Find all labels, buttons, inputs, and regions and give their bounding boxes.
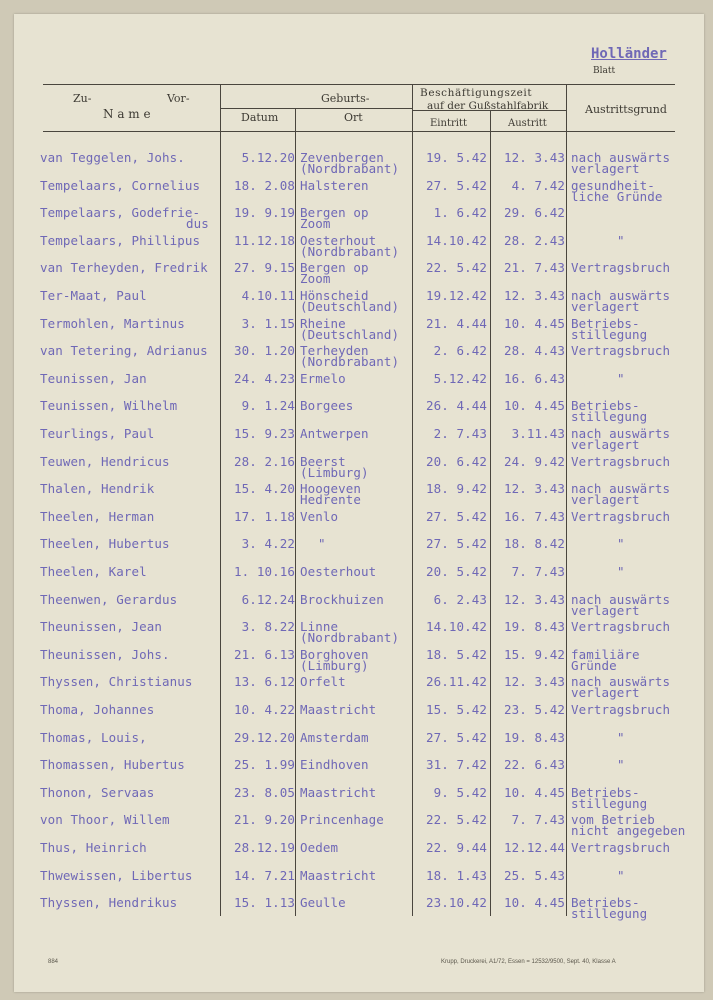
table-cell-grund: " bbox=[617, 232, 625, 248]
table-header-rule bbox=[43, 131, 675, 132]
table-cell-ort-cont: Zoom bbox=[300, 216, 331, 232]
table-cell-eintritt: 2. 7.43 bbox=[433, 426, 487, 441]
table-cell-ort-cont: (Nordbrabant) bbox=[300, 243, 400, 259]
table-cell-eintritt: 21. 4.44 bbox=[425, 315, 487, 331]
table-cell-eintritt: 31. 7.42 bbox=[425, 757, 487, 773]
table-cell-austritt: 28. 2.43 bbox=[503, 232, 565, 248]
table-cell-grund: Vertragsbruch bbox=[571, 840, 671, 855]
table-cell-name: Teunissen, Jan bbox=[40, 370, 147, 386]
col-divider-datum bbox=[295, 108, 296, 916]
table-cell-ort: Maastricht bbox=[300, 784, 377, 800]
table-cell-austritt: 28. 4.43 bbox=[503, 343, 565, 359]
table-cell-austritt: 19. 8.43 bbox=[503, 729, 565, 745]
table-cell-grund: " bbox=[617, 564, 625, 579]
table-cell-grund: Betriebs- bbox=[571, 895, 640, 911]
table-cell-ort-cont: (Nordbrabant) bbox=[300, 630, 400, 646]
table-cell-ort: Bergen op bbox=[300, 205, 369, 221]
table-cell-datum: 3. 8.22 bbox=[241, 619, 295, 635]
table-cell-name: Thomassen, Hubertus bbox=[40, 757, 185, 773]
table-cell-grund: nach auswärts bbox=[571, 426, 671, 441]
table-cell-datum: 6.12.24 bbox=[241, 591, 295, 607]
table-cell-grund: Vertragsbruch bbox=[571, 508, 671, 524]
table-cell-name: Theunissen, Jean bbox=[40, 619, 163, 635]
table-cell-grund: nach auswärts bbox=[571, 150, 671, 165]
table-cell-ort: Borghoven bbox=[300, 646, 369, 662]
table-cell-eintritt: 27. 5.42 bbox=[425, 508, 487, 524]
table-cell-ort: Orfelt bbox=[300, 674, 346, 690]
table-cell-eintritt: 18. 1.43 bbox=[425, 867, 487, 883]
table-cell-datum: 24. 4.23 bbox=[233, 370, 295, 386]
table-cell-eintritt: 27. 5.42 bbox=[425, 177, 487, 193]
table-cell-name: Tempelaars, Phillipus bbox=[40, 232, 201, 248]
table-cell-grund: " bbox=[617, 867, 625, 883]
table-cell-eintritt: 22. 5.42 bbox=[425, 260, 487, 276]
table-cell-austritt: 15. 9.42 bbox=[503, 646, 565, 662]
table-cell-name: Tempelaars, Cornelius bbox=[40, 177, 201, 193]
table-cell-austritt: 10. 4.45 bbox=[503, 315, 565, 331]
table-cell-ort: Princenhage bbox=[300, 812, 384, 828]
col-divider-besch bbox=[566, 84, 567, 916]
table-cell-austritt: 10. 4.45 bbox=[503, 398, 565, 414]
table-cell-austritt: 3.11.43 bbox=[511, 426, 565, 441]
table-cell-grund: Vertragsbruch bbox=[571, 343, 671, 359]
table-cell-ort: Oesterhout bbox=[300, 232, 377, 248]
table-cell-name: Thoma, Johannes bbox=[40, 702, 155, 717]
table-cell-datum: 29.12.20 bbox=[233, 729, 295, 745]
table-cell-eintritt: 27. 5.42 bbox=[425, 729, 487, 745]
table-cell-austritt: 24. 9.42 bbox=[503, 453, 565, 469]
table-cell-ort: Oedem bbox=[300, 840, 339, 855]
table-cell-ort-cont: (Nordbrabant) bbox=[300, 354, 400, 370]
table-cell-eintritt: 20. 5.42 bbox=[425, 564, 487, 579]
table-cell-ort: Geulle bbox=[300, 895, 346, 911]
col-divider-geburt bbox=[412, 84, 413, 916]
table-cell-grund: nach auswärts bbox=[571, 591, 671, 607]
table-cell-datum: 5.12.20 bbox=[241, 150, 295, 165]
table-cell-ort-cont: (Deutschland) bbox=[300, 326, 400, 342]
table-cell-grund: Betriebs- bbox=[571, 784, 640, 800]
table-cell-ort: Eindhoven bbox=[300, 757, 369, 773]
table-cell-name: Termohlen, Martinus bbox=[40, 315, 185, 331]
table-cell-austritt: 22. 6.43 bbox=[503, 757, 565, 773]
table-cell-eintritt: 5.12.42 bbox=[433, 370, 487, 386]
table-cell-name: van Terheyden, Fredrik bbox=[40, 260, 208, 276]
table-cell-name: Tempelaars, Godefrie- bbox=[40, 205, 201, 221]
table-cell-name: van Teggelen, Johs. bbox=[40, 150, 185, 165]
footer-imprint: Krupp, Druckerei, A1/72, Essen = 12532/9500, Sept. 40, Klasse A bbox=[441, 959, 616, 965]
table-cell-datum: 28. 2.16 bbox=[233, 453, 295, 469]
col-divider-name bbox=[220, 84, 221, 916]
table-cell-eintritt: 26. 4.44 bbox=[425, 398, 487, 414]
table-cell-datum: 11.12.18 bbox=[233, 232, 295, 248]
table-cell-eintritt: 6. 2.43 bbox=[433, 591, 487, 607]
table-cell-grund-cont: verlagert bbox=[571, 299, 640, 314]
table-cell-ort-cont: (Limburg) bbox=[300, 657, 369, 673]
table-cell-ort: Borgees bbox=[300, 398, 354, 414]
table-cell-datum: 19. 9.19 bbox=[233, 205, 295, 221]
col-besch-2: auf der Gußstahlfabrik bbox=[427, 100, 549, 112]
table-cell-austritt: 10. 4.45 bbox=[503, 784, 565, 800]
table-cell-datum: 21. 6.13 bbox=[233, 646, 295, 662]
table-cell-eintritt: 22. 9.44 bbox=[425, 840, 487, 855]
table-cell-datum: 28.12.19 bbox=[233, 840, 295, 855]
table-cell-grund-cont: verlagert bbox=[571, 492, 640, 508]
col-besch-1: Beschäftigungszeit bbox=[420, 87, 533, 99]
table-cell-austritt: 4. 7.42 bbox=[511, 177, 565, 193]
table-cell-datum: 18. 2.08 bbox=[233, 177, 295, 193]
table-cell-ort: Venlo bbox=[300, 508, 339, 524]
blatt-label: Blatt bbox=[593, 66, 616, 76]
table-cell-ort: Amsterdam bbox=[300, 729, 369, 745]
table-cell-grund: " bbox=[617, 536, 625, 552]
table-cell-ort: " bbox=[318, 536, 326, 552]
table-cell-datum: 3. 1.15 bbox=[241, 315, 295, 331]
table-cell-austritt: 12. 3.43 bbox=[503, 481, 565, 497]
table-cell-datum: 27. 9.15 bbox=[233, 260, 295, 276]
table-cell-datum: 15. 1.13 bbox=[233, 895, 295, 911]
table-cell-grund: Vertragsbruch bbox=[571, 453, 671, 469]
table-cell-austritt: 16. 6.43 bbox=[503, 370, 565, 386]
table-cell-eintritt: 2. 6.42 bbox=[433, 343, 487, 359]
table-cell-datum: 23. 8.05 bbox=[233, 784, 295, 800]
geburts-subrule bbox=[221, 108, 412, 109]
table-cell-austritt: 12. 3.43 bbox=[503, 591, 565, 607]
table-cell-grund: nach auswärts bbox=[571, 288, 671, 303]
table-cell-grund-cont: verlagert bbox=[571, 161, 640, 176]
table-cell-grund: Vertragsbruch bbox=[571, 260, 671, 276]
table-cell-grund: gesundheit- bbox=[571, 177, 655, 193]
table-cell-eintritt: 19.12.42 bbox=[425, 288, 487, 303]
table-cell-ort: Antwerpen bbox=[300, 426, 369, 441]
table-cell-datum: 13. 6.12 bbox=[233, 674, 295, 690]
table-cell-name: Teunissen, Wilhelm bbox=[40, 398, 178, 414]
table-cell-ort-cont: (Nordbrabant) bbox=[300, 161, 400, 176]
table-cell-datum: 10. 4.22 bbox=[233, 702, 295, 717]
table-cell-austritt: 19. 8.43 bbox=[503, 619, 565, 635]
col-zu: Zu- bbox=[73, 92, 92, 105]
table-cell-ort: Linne bbox=[300, 619, 339, 635]
table-cell-name: Theenwen, Gerardus bbox=[40, 591, 178, 607]
table-cell-eintritt: 19. 5.42 bbox=[425, 150, 487, 165]
table-cell-name: Thyssen, Christianus bbox=[40, 674, 193, 690]
table-cell-ort: Brockhuizen bbox=[300, 591, 384, 607]
table-cell-name: Thwewissen, Libertus bbox=[40, 867, 193, 883]
table-cell-ort: Zevenbergen bbox=[300, 150, 384, 165]
table-cell-name: Teurlings, Paul bbox=[40, 426, 155, 441]
table-cell-datum: 9. 1.24 bbox=[241, 398, 295, 414]
table-cell-austritt: 7. 7.43 bbox=[511, 812, 565, 828]
table-cell-name-cont: dus bbox=[186, 216, 209, 232]
table-cell-eintritt: 20. 6.42 bbox=[425, 453, 487, 469]
table-cell-austritt: 12. 3.43 bbox=[503, 288, 565, 303]
table-cell-grund: nach auswärts bbox=[571, 674, 671, 690]
col-divider-eintritt bbox=[490, 110, 491, 916]
table-cell-name: Ter-Maat, Paul bbox=[40, 288, 147, 303]
col-eintritt: Eintritt bbox=[430, 118, 467, 129]
footer-left: 884 bbox=[48, 959, 59, 965]
table-cell-datum: 3. 4.22 bbox=[241, 536, 295, 552]
table-cell-grund: " bbox=[617, 729, 625, 745]
table-cell-grund-cont: Gründe bbox=[571, 657, 617, 673]
table-cell-eintritt: 26.11.42 bbox=[425, 674, 487, 690]
table-cell-grund-cont: verlagert bbox=[571, 602, 640, 618]
table-cell-ort-cont: Hedrente bbox=[300, 492, 362, 508]
table-cell-datum: 14. 7.21 bbox=[233, 867, 295, 883]
col-austritt: Austritt bbox=[508, 118, 547, 129]
table-top-rule bbox=[43, 84, 675, 85]
table-cell-name: Thalen, Hendrik bbox=[40, 481, 155, 497]
table-cell-ort: Bergen op bbox=[300, 260, 369, 276]
table-cell-austritt: 12. 3.43 bbox=[503, 674, 565, 690]
nationality-label: Holländer bbox=[591, 46, 667, 62]
table-cell-eintritt: 14.10.42 bbox=[425, 619, 487, 635]
table-cell-name: Theelen, Hubertus bbox=[40, 536, 170, 552]
table-cell-name: Thomas, Louis, bbox=[40, 729, 147, 745]
table-cell-eintritt: 23.10.42 bbox=[425, 895, 487, 911]
table-cell-datum: 30. 1.20 bbox=[233, 343, 295, 359]
table-cell-grund-cont: verlagert bbox=[571, 685, 640, 701]
table-cell-name: Theelen, Karel bbox=[40, 564, 147, 579]
table-cell-austritt: 18. 8.42 bbox=[503, 536, 565, 552]
table-cell-name: Theelen, Herman bbox=[40, 508, 155, 524]
table-cell-name: Theunissen, Johs. bbox=[40, 646, 170, 662]
table-cell-grund: Vertragsbruch bbox=[571, 702, 671, 717]
table-cell-austritt: 7. 7.43 bbox=[511, 564, 565, 579]
table-cell-grund: Vertragsbruch bbox=[571, 619, 671, 635]
table-cell-ort: Maastricht bbox=[300, 702, 377, 717]
table-cell-grund: " bbox=[617, 757, 625, 773]
table-cell-grund: familiäre bbox=[571, 646, 640, 662]
col-datum: Datum bbox=[241, 111, 279, 124]
table-cell-austritt: 29. 6.42 bbox=[503, 205, 565, 221]
table-cell-ort: Hoogeven bbox=[300, 481, 362, 497]
table-cell-grund-cont: stillegung bbox=[571, 326, 648, 342]
table-cell-grund: Betriebs- bbox=[571, 315, 640, 331]
table-cell-eintritt: 15. 5.42 bbox=[425, 702, 487, 717]
table-cell-grund-cont: verlagert bbox=[571, 437, 640, 452]
table-cell-eintritt: 9. 5.42 bbox=[433, 784, 487, 800]
table-cell-name: Thonon, Servaas bbox=[40, 784, 155, 800]
table-cell-ort: Terheyden bbox=[300, 343, 369, 359]
table-cell-grund-cont: stillegung bbox=[571, 906, 648, 922]
table-cell-datum: 25. 1.99 bbox=[233, 757, 295, 773]
table-cell-austritt: 25. 5.43 bbox=[503, 867, 565, 883]
table-cell-name: von Thoor, Willem bbox=[40, 812, 170, 828]
col-geburts: Geburts- bbox=[321, 92, 370, 105]
table-cell-eintritt: 1. 6.42 bbox=[433, 205, 487, 221]
table-cell-ort-cont: (Deutschland) bbox=[300, 299, 400, 314]
table-cell-ort: Rheine bbox=[300, 315, 346, 331]
table-cell-grund: nach auswärts bbox=[571, 481, 671, 497]
table-cell-datum: 1. 10.16 bbox=[233, 564, 295, 579]
table-cell-eintritt: 27. 5.42 bbox=[425, 536, 487, 552]
table-cell-name: Teuwen, Hendricus bbox=[40, 453, 170, 469]
table-cell-austritt: 23. 5.42 bbox=[503, 702, 565, 717]
table-cell-ort-cont: (Limburg) bbox=[300, 464, 369, 480]
table-cell-austritt: 16. 7.43 bbox=[503, 508, 565, 524]
table-cell-grund: vom Betrieb bbox=[571, 812, 655, 828]
table-cell-ort: Ermelo bbox=[300, 370, 346, 386]
table-cell-datum: 4.10.11 bbox=[241, 288, 295, 303]
table-cell-grund-cont: stillegung bbox=[571, 409, 648, 425]
table-cell-ort: Hönscheid bbox=[300, 288, 369, 303]
col-ort: Ort bbox=[344, 111, 363, 124]
table-cell-grund-cont: liche Gründe bbox=[571, 188, 663, 204]
table-cell-ort: Maastricht bbox=[300, 867, 377, 883]
table-cell-eintritt: 22. 5.42 bbox=[425, 812, 487, 828]
table-cell-austritt: 12.12.44 bbox=[503, 840, 565, 855]
table-cell-datum: 21. 9.20 bbox=[233, 812, 295, 828]
table-cell-grund-cont: stillegung bbox=[571, 795, 648, 811]
table-cell-austritt: 12. 3.43 bbox=[503, 150, 565, 165]
table-cell-austritt: 21. 7.43 bbox=[503, 260, 565, 276]
col-name: N a m e bbox=[103, 107, 151, 121]
table-cell-eintritt: 18. 9.42 bbox=[425, 481, 487, 497]
table-cell-grund-cont: nicht angegeben bbox=[571, 823, 686, 839]
table-cell-eintritt: 14.10.42 bbox=[425, 232, 487, 248]
table-cell-ort: Halsteren bbox=[300, 177, 369, 193]
table-cell-datum: 17. 1.18 bbox=[233, 508, 295, 524]
table-cell-grund: " bbox=[617, 370, 625, 386]
table-cell-name: van Tetering, Adrianus bbox=[40, 343, 208, 359]
table-cell-grund: Betriebs- bbox=[571, 398, 640, 414]
table-cell-ort-cont: Zoom bbox=[300, 271, 331, 287]
table-cell-datum: 15. 9.23 bbox=[233, 426, 295, 441]
table-cell-austritt: 10. 4.45 bbox=[503, 895, 565, 911]
col-vor: Vor- bbox=[167, 92, 190, 105]
table-cell-ort: Oesterhout bbox=[300, 564, 377, 579]
table-cell-name: Thus, Heinrich bbox=[40, 840, 147, 855]
table-cell-name: Thyssen, Hendrikus bbox=[40, 895, 178, 911]
table-cell-ort: Beerst bbox=[300, 453, 346, 469]
table-cell-datum: 15. 4.20 bbox=[233, 481, 295, 497]
table-cell-eintritt: 18. 5.42 bbox=[425, 646, 487, 662]
col-grund: Austrittsgrund bbox=[585, 103, 667, 116]
